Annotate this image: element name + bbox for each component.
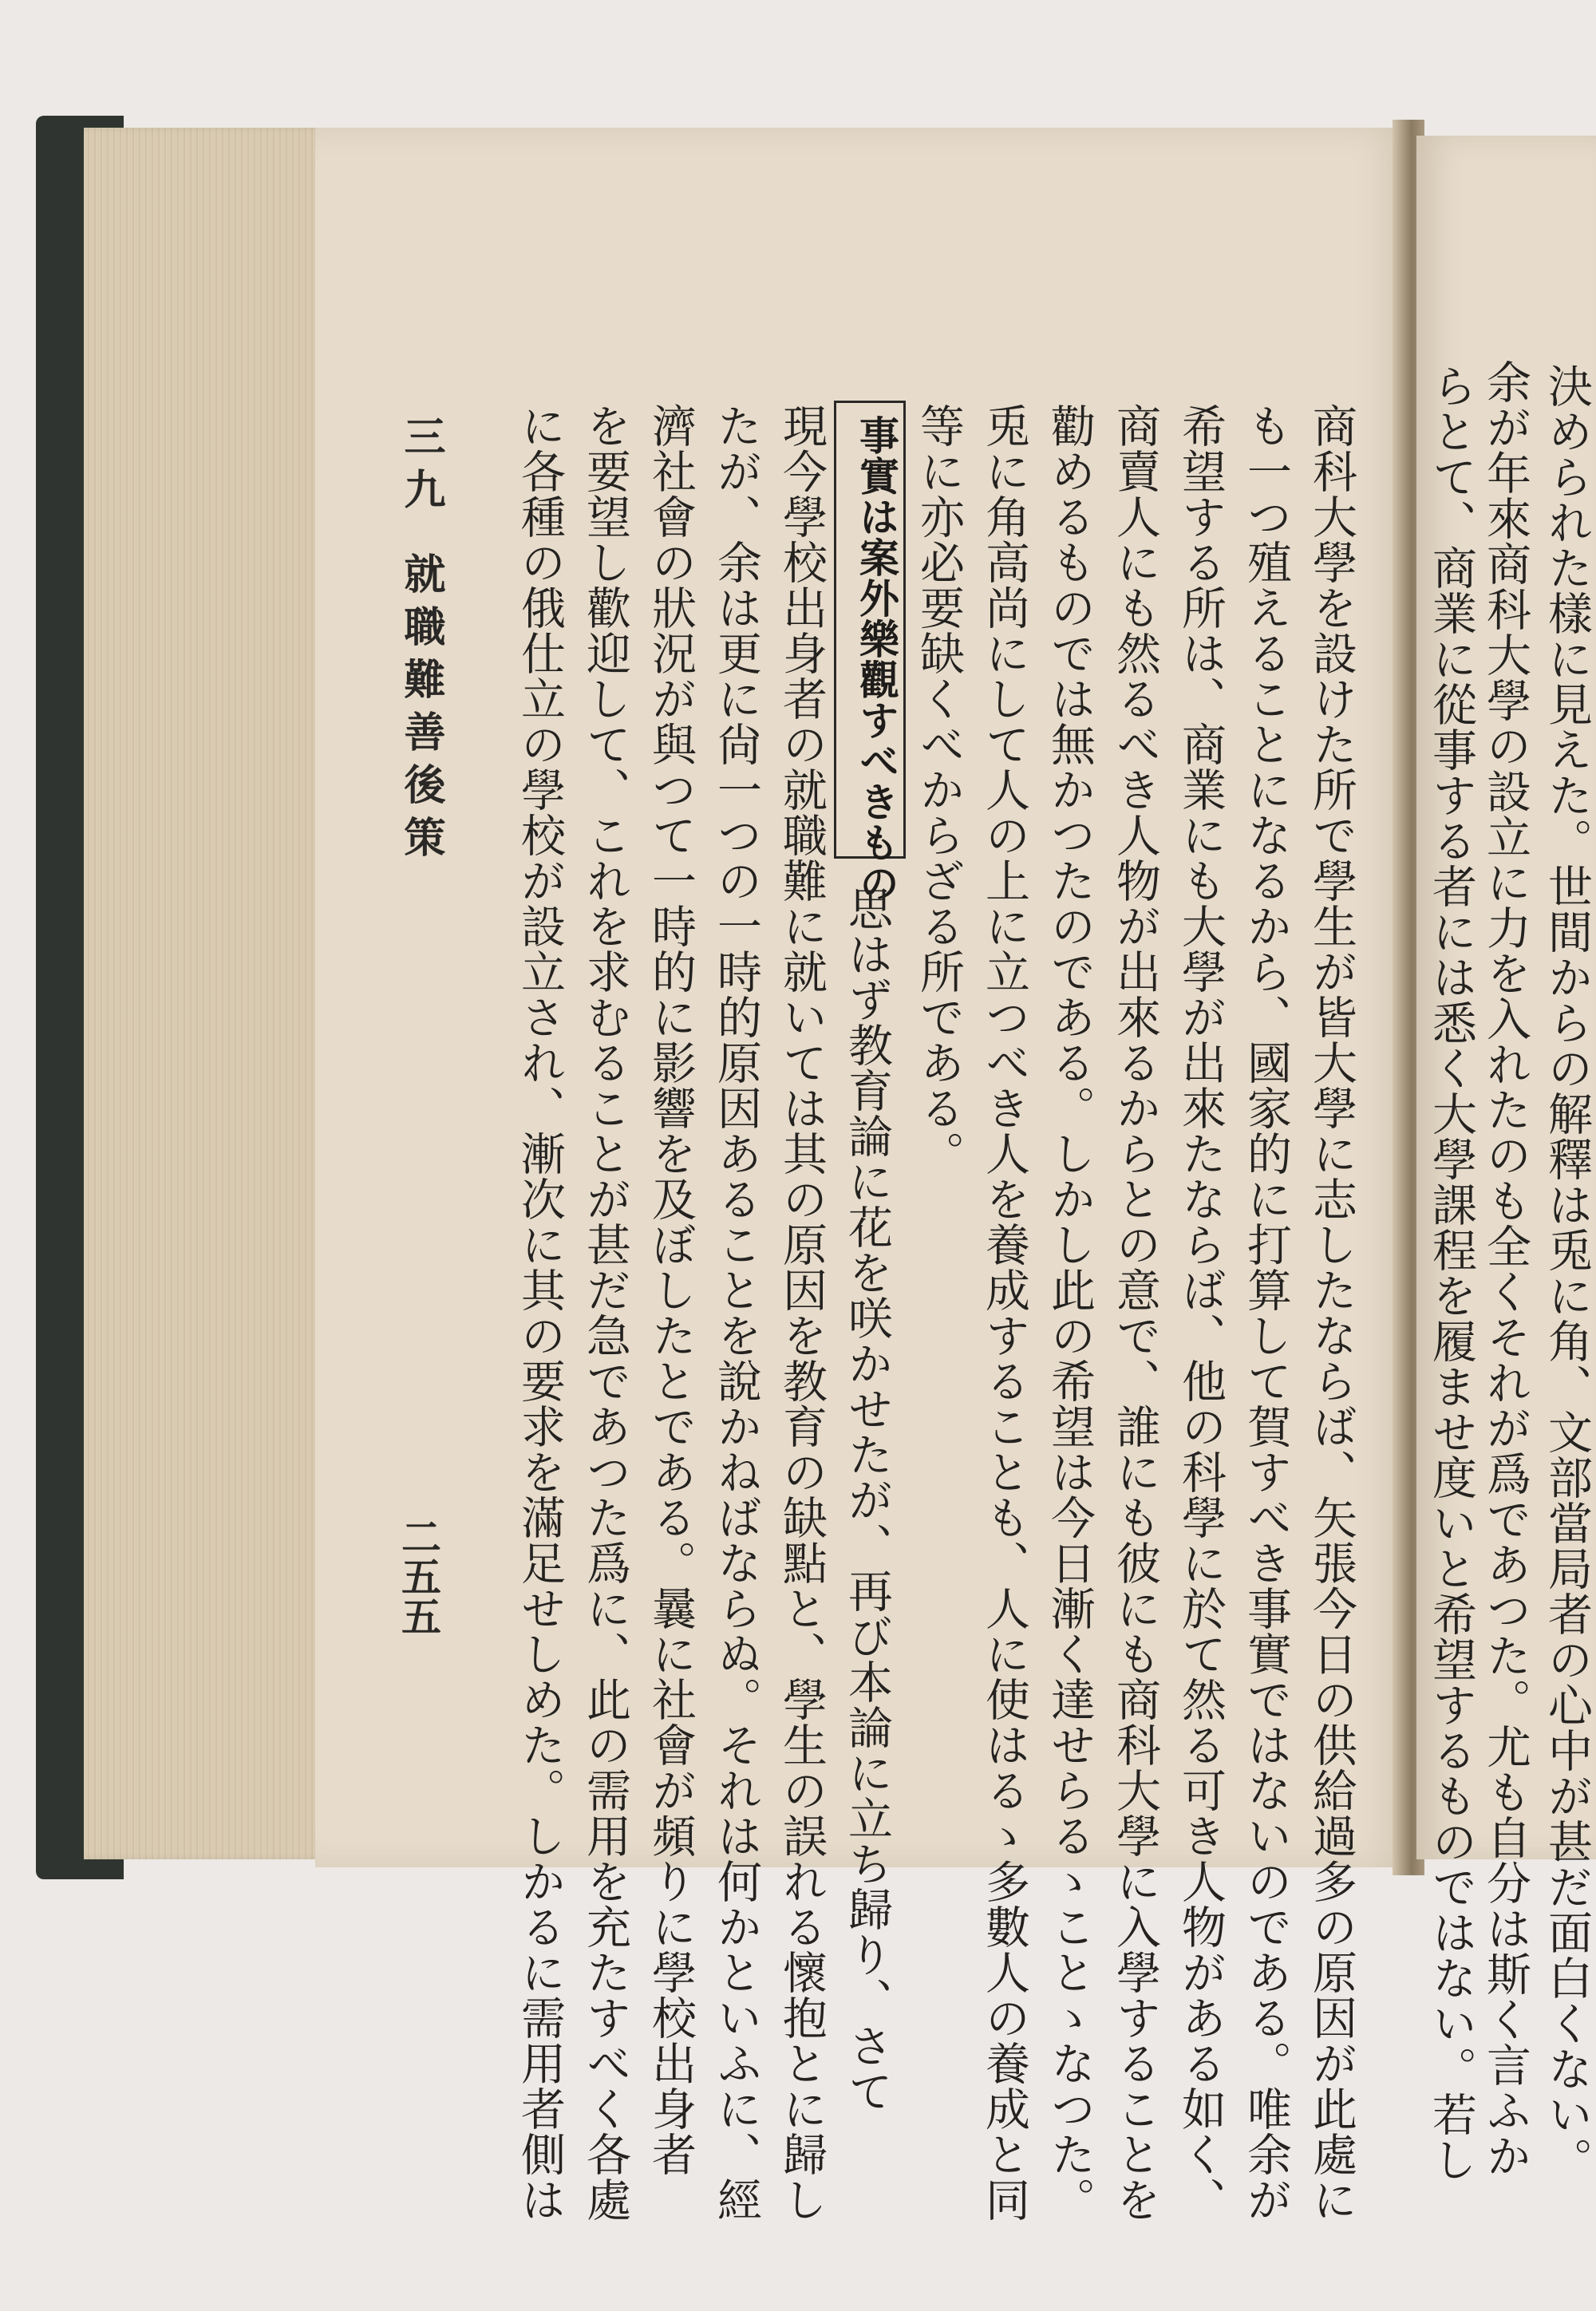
body-line-8: 思はず教育論に花を咲かせたが、再び本論に立ち歸り、さて bbox=[841, 886, 893, 2114]
body-line-2: も一つ殖えることになるから、國家的に打算して賀すべき事實ではないのである。唯余が bbox=[1240, 403, 1292, 2222]
page-edges bbox=[84, 128, 323, 1859]
body-line-1: 商科大學を設けた所で學生が皆大學に志したならば、矢張今日の供給過多の原因が此處に bbox=[1306, 403, 1357, 2222]
body-line-11: 濟社會の狀況が與つて一時的に影響を及ぼしたとである。曩に社會が頻りに學校出身者 bbox=[645, 403, 697, 2177]
right-page-line-2: 余が年來商科大學の設立に力を入れたのも全くそれが爲であつた。尤も自分は斯く言ふか bbox=[1479, 359, 1531, 2179]
body-line-10: たが、余は更に尙一つの一時的原因あることを說かねばならぬ。それは何かといふに、經 bbox=[710, 403, 762, 2222]
body-line-5: 勸めるものでは無かつたのである。しかし此の希望は今日漸く達せらるゝことゝなつた。 bbox=[1044, 403, 1096, 2222]
body-line-6: 兎に角高尚にして人の上に立つべき人を養成することも、人に使はるゝ多數人の養成と同 bbox=[978, 403, 1030, 2222]
chapter-number: 三九 bbox=[397, 415, 445, 520]
body-line-3: 希望する所は、商業にも大學が出來たならば、他の科學に於て然る可き人物がある如く、 bbox=[1175, 403, 1227, 2222]
right-page-line-1: 決められた樣に見えた。世間からの解釋は兎に角、文部當局者の心中が甚だ面白くない。 bbox=[1541, 363, 1593, 2183]
body-line-4: 商賣人にも然るべき人物が出來るからとの意で、誰にも彼にも商科大學に入學することを bbox=[1109, 403, 1161, 2222]
page-number: 二五五 bbox=[395, 1516, 442, 1636]
body-line-9: 現今學校出身者の就職難に就いては其の原因を教育の缺點と、學生の誤れる懷抱とに歸し bbox=[776, 403, 828, 2222]
right-page-line-3: らとて、商業に從事する者には悉く大學課程を履ませ度いと希望するものではない。若し bbox=[1425, 363, 1477, 2183]
section-heading: 事實は案外樂觀すべきもの bbox=[853, 415, 900, 903]
body-line-7: 等に亦必要缺くべからざる所である。 bbox=[913, 403, 965, 1176]
chapter-title: 就職難善後策 bbox=[397, 552, 445, 868]
body-line-12: を要望し歡迎して、これを求むることが甚だ急であつた爲に、此の需用を充たすべく各處 bbox=[579, 403, 631, 2222]
running-head bbox=[391, 415, 451, 868]
body-line-13: に各種の俄仕立の學校が設立され、漸次に其の要求を滿足せしめた。しかるに需用者側は bbox=[514, 403, 566, 2222]
